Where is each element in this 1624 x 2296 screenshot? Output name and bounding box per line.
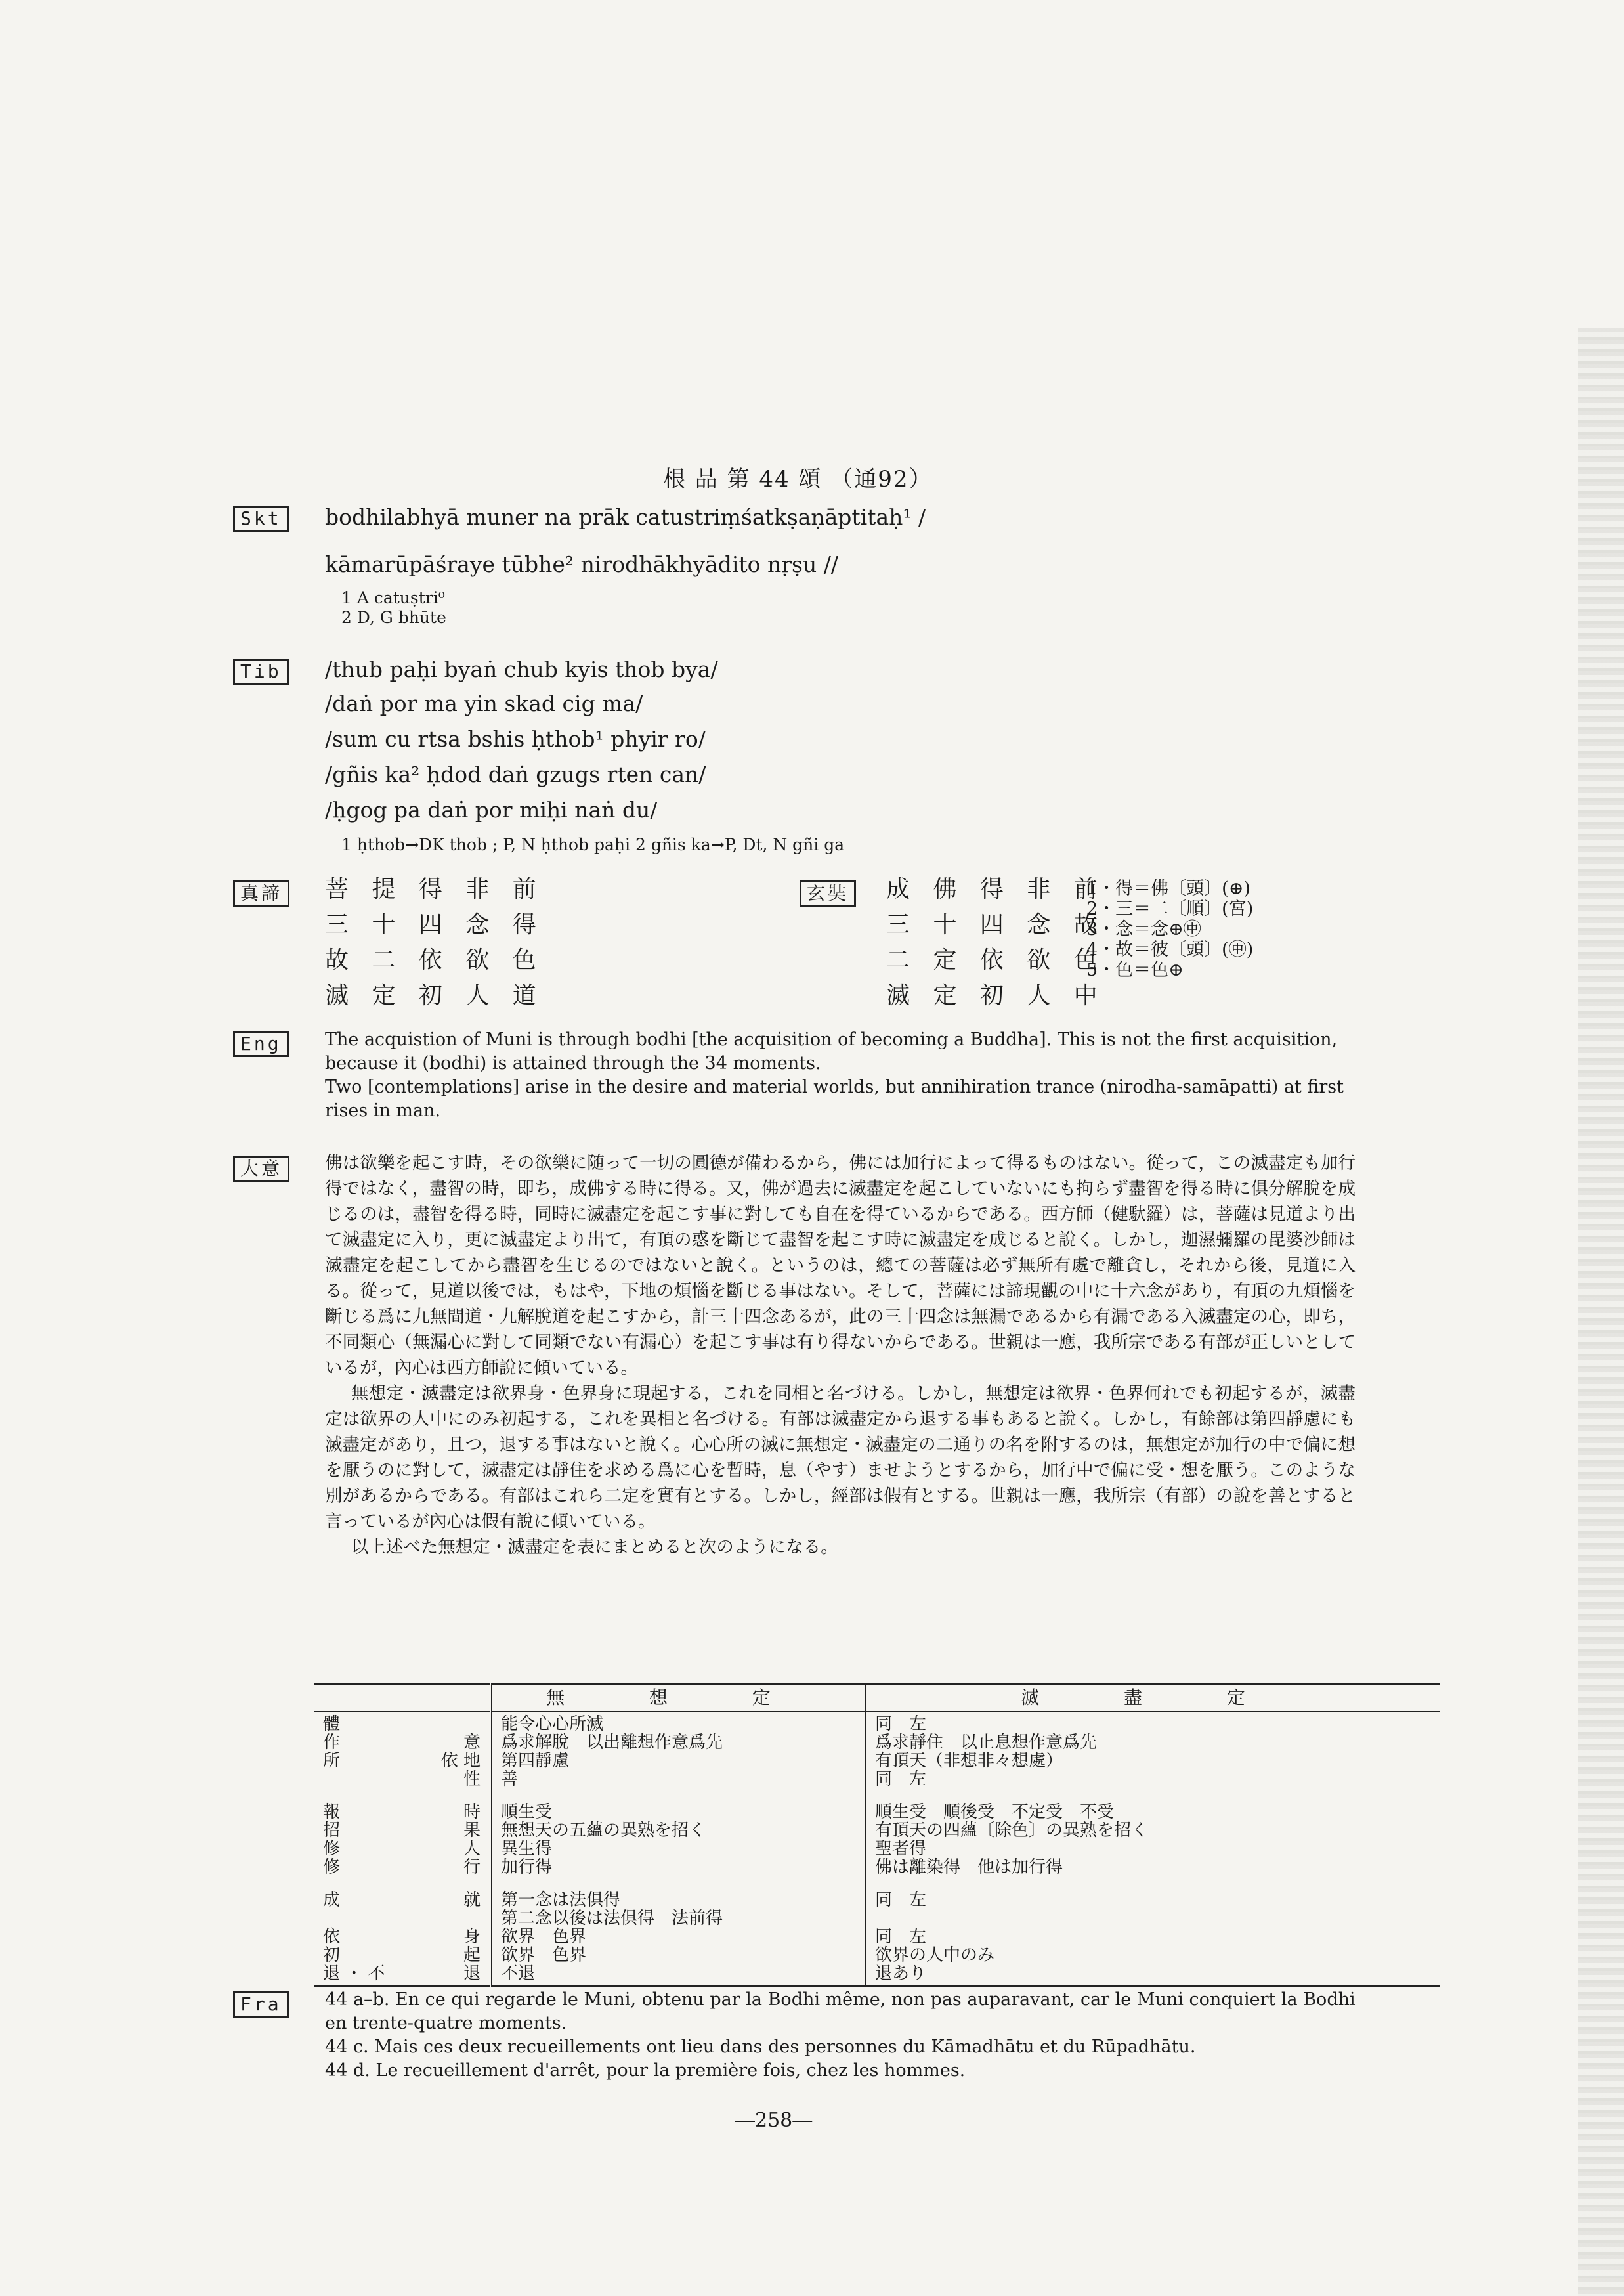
- table-row-labels: 報 時 招 果 修 人 修 行: [323, 1802, 481, 1877]
- skt-line-2: kāmarūpāśraye tūbhe² nirodhākhyādito nṛṣu //: [325, 552, 838, 577]
- genjo-note: 3・念＝念⊕㊥: [1086, 919, 1201, 940]
- taii-paragraph-3: 以上述べた無想定・滅盡定を表にまとめると次のようになる。: [351, 1537, 838, 1557]
- table-header-musoujou: 無 想 定: [491, 1684, 866, 1712]
- tib-tag: Tib: [233, 659, 289, 685]
- taii-text: [325, 1150, 1356, 1560]
- table-row-labels: 成 就 依 身 初 起 退 ・ 不 退: [314, 1888, 491, 1987]
- shindai-tag: 真諦: [233, 880, 289, 907]
- tib-note: 1 ḥthob→DK thob ; P, N ḥthob paḥi 2 gñis ka→P, Dt, N gñi ga: [341, 835, 845, 854]
- summary-table: [314, 1683, 1440, 1987]
- skt-line-1: bodhilabhyā muner na prāk catustriṃśatkṣaṇāptitaḥ¹ /: [325, 504, 926, 530]
- genjo-note: 2・三＝二〔順〕(宮): [1086, 899, 1254, 919]
- fra-paragraph-1: 44 a–b. En ce qui regarde le Muni, obtenu par la Bodhi même, non pas auparavant, car le Muni conquiert la Bodhi en trente-quatre moments.: [325, 1989, 1356, 2033]
- table-cell-metsujinjou: 同 左 同 左 欲界の人中のみ 退あり: [865, 1888, 1440, 1987]
- table-row-labels: 體 作 意 所 依 地 性: [323, 1714, 481, 1789]
- genjo-line: 滅 定 初 人 中: [886, 982, 1105, 1009]
- skt-note-1: 1 A catuṣtri⁰: [341, 588, 445, 607]
- shindai-line: 滅 定 初 人 道: [325, 982, 544, 1009]
- fra-text: [325, 1988, 1359, 2083]
- table-cell-metsujinjou: 同 左 爲求靜住 以止息想作意爲先 有頂天（非想非々想處） 同 左: [865, 1712, 1440, 1800]
- table-header-blank: [314, 1684, 491, 1712]
- scanned-page-edge: [1578, 328, 1624, 2296]
- skt-note-2: 2 D, G bhūte: [341, 608, 446, 627]
- table-cell-musoujou: 能令心心所滅 爲求解脫 以出離想作意爲先 第四靜慮 善: [491, 1712, 866, 1800]
- tib-line-4: /gñis ka² ḥdod daṅ gzugs rten can/: [325, 762, 706, 787]
- tib-line-2: /daṅ por ma yin skad cig ma/: [325, 691, 643, 716]
- taii-tag: 大意: [233, 1156, 289, 1182]
- genjo-note: 4・故＝彼〔頭〕(㊥): [1086, 940, 1254, 960]
- table-cell-musoujou: 順生受 無想天の五蘊の異熟を招く 異生得 加行得: [491, 1800, 866, 1888]
- page-number: ―258―: [735, 2109, 813, 2132]
- genjo-note: 1・得＝佛〔頭〕(⊕): [1086, 878, 1250, 899]
- genjo-line: 三 十 四 念 故: [886, 911, 1105, 938]
- eng-paragraph-1: The acquistion of Muni is through bodhi [the acquisition of becoming a Buddha]. This is not the first acquisition, because it (bodhi) is attained through the 34 moments.: [325, 1029, 1338, 1073]
- genjo-tag: 玄奘: [800, 880, 856, 907]
- tib-line-3: /sum cu rtsa bshis ḥthob¹ phyir ro/: [325, 726, 706, 752]
- fra-tag: Fra: [233, 1991, 289, 2018]
- shindai-line: 三 十 四 念 得: [325, 911, 544, 938]
- shindai-line: 菩 提 得 非 前: [325, 876, 544, 903]
- taii-paragraph-1: 佛は欲樂を起こす時，その欲樂に随って一切の圓德が備わるから，佛には加行によって得るものはない。從って，この滅盡定も加行得ではなく，盡智の時，即ち，成佛する時に得る。又，佛が過去に滅盡定を起こしていないにも拘らず盡智を得る時に俱分解脫を成じるのは，盡智を得る時，同時に滅盡定を起こす事に對しても自在を得ているからである。西方師（健馱羅）は，菩薩は見道より出て滅盡定に入り，更に滅盡定より出て，有頂の惑を斷じて盡智を起こす時に滅盡定を成じると說く。しかし，迦濕彌羅の毘婆沙師は滅盡定を起こしてから盡智を生じるのではないと說く。というのは，總ての菩薩は必ず無所有處で離貪し，それから後，見道に入る。從って，見道以後では，もはや，下地の煩惱を斷じる事はない。そして，菩薩には諦現觀の中に十六念があり，有頂の九煩惱を斷じる爲に九無間道・九解脫道を起こすから，計三十四念あるが，此の三十四念は無漏であるから有漏である入滅盡定の心，即ち，不同類心（無漏心に對して同類でない有漏心）を起こす事は有り得ないからである。世親は一應，我所宗である有部が正しいとしているが，內心は西方師說に傾いている。: [325, 1153, 1356, 1378]
- skt-tag: Skt: [233, 506, 289, 532]
- taii-paragraph-2: 無想定・滅盡定は欲界身・色界身に現起する，これを同相と名づける。しかし，無想定は欲界・色界何れでも初起するが，滅盡定は欲界の人中にのみ初起する，これを異相と名づける。有部は滅盡定から退する事もあると說く。しかし，有餘部は第四靜慮にも滅盡定があり，且つ，退する事はないと說く。心心所の滅に無想定・滅盡定の二通りの名を附するのは，無想定が加行の中で偏に想を厭うのに對して，滅盡定は靜住を求める爲に心を暫時，息（やす）ませようとするから，加行中で偏に受・想を厭う。このような別があるからである。有部はこれら二定を實有とする。しかし，經部は假有とする。世親は一應，我所宗（有部）の說を善とすると言っているが內心は假有說に傾いている。: [325, 1383, 1356, 1532]
- shindai-line: 故 二 依 欲 色: [325, 947, 544, 974]
- genjo-line: 二 定 依 欲 色: [886, 947, 1105, 974]
- genjo-line: 成 佛 得 非 前: [886, 876, 1105, 903]
- eng-text: [325, 1028, 1352, 1123]
- table-cell-metsujinjou: 順生受 順後受 不定受 不受 有頂天の四蘊〔除色〕の異熟を招く 聖者得 佛は離染得 他は加行得: [865, 1800, 1440, 1888]
- fra-paragraph-3: 44 d. Le recueillement d'arrêt, pour la première fois, chez les hommes.: [325, 2060, 966, 2081]
- page-title: 根 品 第 44 頌 （通92）: [663, 466, 933, 492]
- genjo-notes: [1086, 878, 1253, 980]
- fra-paragraph-2: 44 c. Mais ces deux recueillements ont lieu dans des personnes du Kāmadhātu et du Rūpadhātu.: [325, 2037, 1196, 2057]
- tib-line-5: /ḥgog pa daṅ por miḥi naṅ du/: [325, 797, 658, 823]
- tib-line-1: /thub paḥi byaṅ chub kyis thob bya/: [325, 657, 718, 682]
- shindai-verse: [325, 872, 544, 1014]
- table-cell-musoujou: 第一念は法俱得 第二念以後は法俱得 法前得 欲界 色界 欲界 色界 不退: [491, 1888, 866, 1987]
- eng-paragraph-2: Two [contemplations] arise in the desire and material worlds, but annihiration trance (nirodha-samāpatti) at first rises in man.: [325, 1077, 1344, 1121]
- genjo-note: 5・色＝色⊕: [1086, 960, 1184, 980]
- eng-tag: Eng: [233, 1031, 289, 1057]
- table-header-metsujinjou: 滅 盡 定: [865, 1684, 1440, 1712]
- genjo-verse: [886, 872, 1105, 1014]
